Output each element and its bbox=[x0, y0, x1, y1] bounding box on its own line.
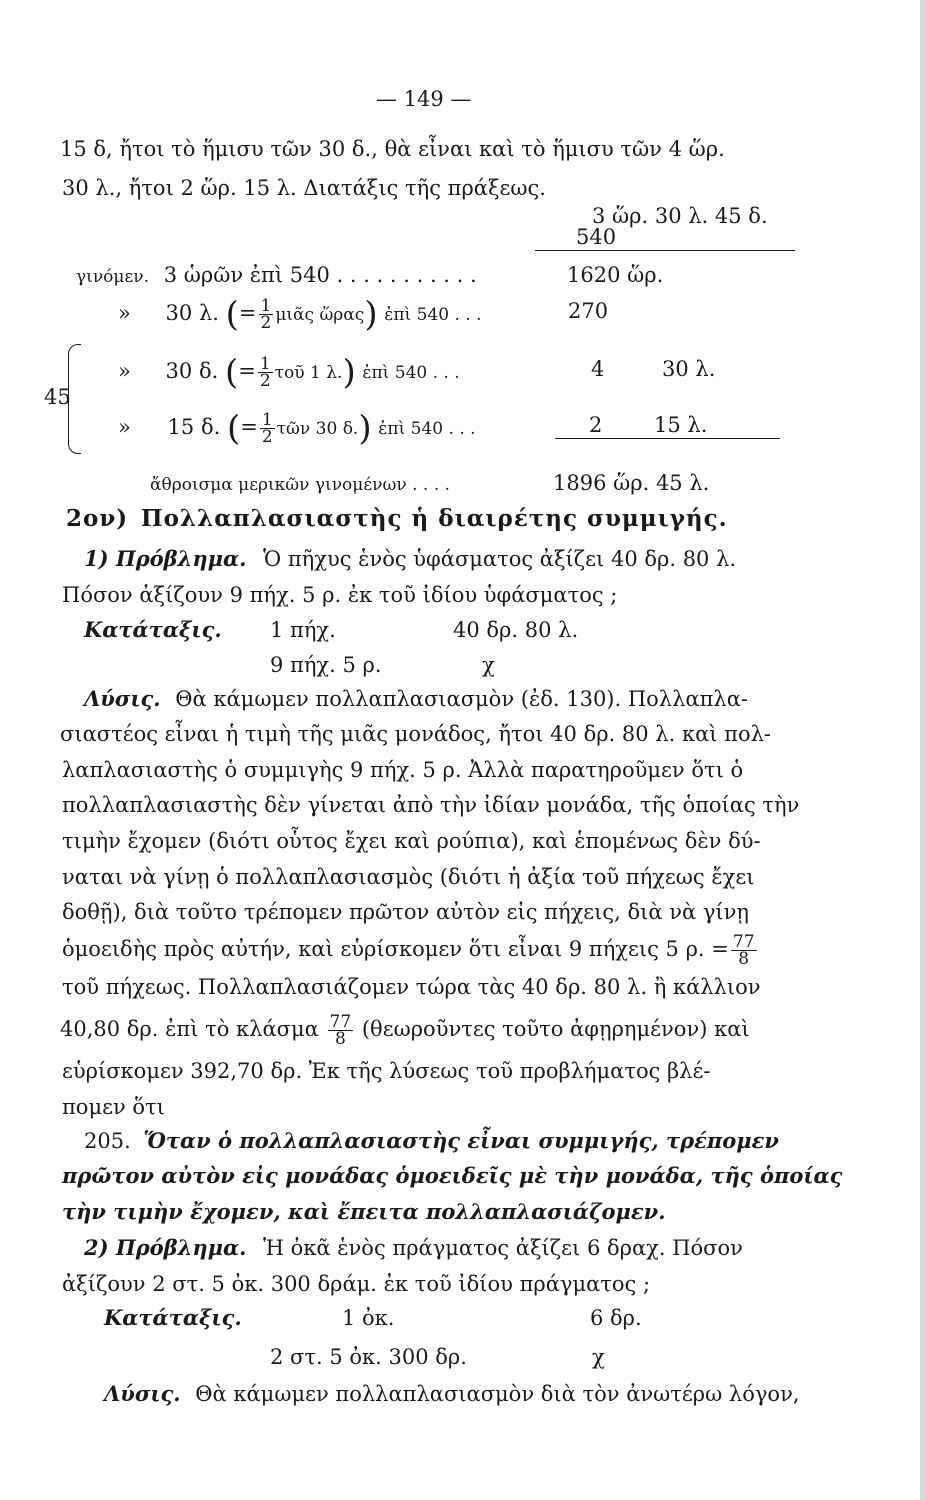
text-line: δοθῇ), διὰ τοῦτο τρέπομεν πρῶτον αὐτὸν εἰς πήχεις, διὰ νὰ γίνῃ bbox=[62, 900, 750, 924]
calc-row-result: 15 λ. bbox=[654, 413, 708, 437]
calc-row-term: 15 δ. bbox=[167, 415, 221, 439]
equals-sign: = bbox=[240, 415, 258, 439]
text-line: πομεν ὅτι bbox=[62, 1095, 165, 1119]
equals-sign: = bbox=[238, 359, 256, 383]
arrangement-value: 9 πήχ. 5 ρ. bbox=[270, 653, 382, 677]
problem-label: 2) Πρόβλημα. bbox=[84, 1235, 247, 1260]
text-line: τιμὴν ἔχομεν (διότι οὗτος ἔχει καὶ ρούπια), καὶ ἑπομένως δὲν δύ- bbox=[62, 829, 761, 853]
calc-rule bbox=[555, 438, 780, 439]
arrangement-value: 40 δρ. 80 λ. bbox=[453, 618, 579, 642]
calc-row-op: ἐπὶ 540 . . . bbox=[378, 419, 476, 439]
calc-row-result: 4 bbox=[591, 357, 605, 381]
text-line: Θὰ κάμωμεν πολλαπλασιασμὸν διὰ τὸν ἀνωτέρω λόγον, bbox=[195, 1382, 800, 1406]
ditto-mark: » bbox=[118, 415, 131, 439]
fraction: $\frac{1}{2}$ bbox=[259, 354, 271, 391]
section-title: Πολλαπλασιαστὴς ἡ διαιρέτης συμμιγής. bbox=[140, 505, 728, 532]
section-number: 2ον) bbox=[66, 505, 129, 532]
page-edge-shadow bbox=[920, 0, 926, 1500]
fraction: $\frac{1}{2}$ bbox=[260, 296, 272, 333]
text-line: τοῦ πήχεως. Πολλαπλασιάζομεν τώρα τὰς 40 δρ. 80 λ. ἢ κάλλιον bbox=[62, 975, 761, 999]
calc-row-result: 1620 ὥρ. bbox=[567, 263, 664, 287]
arrangement-value: χ bbox=[482, 653, 495, 677]
calc-row-result: 30 λ. bbox=[662, 357, 716, 381]
arrangement-value: 6 δρ. bbox=[590, 1306, 642, 1330]
arrangement-value: 1 ὀκ. bbox=[342, 1306, 395, 1330]
text-line: Ἡ ὀκᾶ ἑνὸς πράγματος ἀξίζει 6 δραχ. Πόσον bbox=[263, 1236, 743, 1260]
calc-row-desc: μιᾶς ὥρας bbox=[275, 305, 365, 325]
arrangement-label: Κατάταξις. bbox=[104, 1305, 242, 1330]
calc-row-label: γινόμεν. bbox=[76, 267, 149, 287]
paragraph-number: 205. bbox=[84, 1129, 131, 1153]
text-line: ὁμοειδὴς πρὸς αὐτήν, καὶ εὑρίσκομεν ὅτι εἶναι 9 πήχεις 5 ρ. = bbox=[62, 937, 729, 961]
section-heading bbox=[66, 506, 728, 532]
text-line: εὑρίσκομεν 392,70 δρ. Ἐκ τῆς λύσεως τοῦ προβλήματος βλέ- bbox=[62, 1059, 711, 1083]
text-line: Θὰ κάμωμεν πολλαπλασιασμὸν (ἐδ. 130). Πολλαπλα- bbox=[175, 687, 748, 711]
calc-row-desc: τοῦ 1 λ. bbox=[274, 363, 343, 383]
ditto-mark: » bbox=[118, 301, 131, 325]
calc-multiplier: 540 bbox=[576, 225, 617, 249]
calc-row-term: 30 δ. bbox=[165, 359, 219, 383]
arrangement-value: χ bbox=[592, 1345, 605, 1369]
text-line: Πόσον ἀξίζουν 9 πήχ. 5 ρ. ἐκ τοῦ ἰδίου ὑφάσματος ; bbox=[62, 583, 618, 607]
calc-rule bbox=[535, 250, 795, 251]
calc-sum-result: 1896 ὥρ. 45 λ. bbox=[553, 471, 710, 495]
text-line: Ὁ πῆχυς ἑνὸς ὑφάσματος ἀξίζει 40 δρ. 80 λ. bbox=[263, 547, 737, 571]
fraction: $\frac{1}{2}$ bbox=[261, 410, 273, 447]
text-line: (θεωροῦντες τοῦτο ἀφῃρημένον) καὶ bbox=[361, 1017, 750, 1041]
text-line: ναται νὰ γίνῃ ὁ πολλαπλασιασμὸς (διότι ἡ ἀξία τοῦ πήχεως ἔχει bbox=[62, 865, 755, 889]
text-line: 15 δ, ἤτοι τὸ ἥμισυ τῶν 30 δ., θὰ εἶναι καὶ τὸ ἥμισυ τῶν 4 ὥρ. bbox=[60, 137, 725, 161]
calc-row-result: 270 bbox=[568, 299, 609, 323]
rule-text: πρῶτον αὐτὸν εἰς μονάδας ὁμοειδεῖς μὲ τὴν μονάδα, τῆς ὁποίας bbox=[62, 1163, 843, 1188]
fraction: $\frac{77}{8}$ bbox=[732, 932, 755, 969]
arrangement-value: 1 πήχ. bbox=[270, 618, 336, 642]
solution-label: Λύσις. bbox=[84, 686, 161, 711]
text-line: 30 λ., ἤτοι 2 ὥρ. 15 λ. Διατάξις τῆς πράξεως. bbox=[62, 176, 546, 200]
fraction: $\frac{77}{8}$ bbox=[329, 1012, 352, 1049]
problem-label: 1) Πρόβλημα. bbox=[84, 546, 247, 571]
text-line: ἀξίζουν 2 στ. 5 ὀκ. 300 δράμ. ἐκ τοῦ ἰδίου πράγματος ; bbox=[62, 1272, 651, 1296]
equals-sign: = bbox=[238, 301, 257, 325]
text-line: πολλαπλασιαστὴς δὲν γίνεται ἀπὸ τὴν ἰδίαν μονάδα, τῆς ὁποίας τὴν bbox=[62, 793, 800, 817]
brace-label: 45 bbox=[44, 385, 71, 409]
calc-row-desc: τῶν 30 δ. bbox=[276, 419, 359, 439]
calc-row-op: ἐπὶ 540 . . . bbox=[362, 363, 460, 383]
text-line: 40,80 δρ. ἐπὶ τὸ κλάσμα bbox=[60, 1017, 319, 1041]
calc-row-result: 2 bbox=[589, 413, 603, 437]
page-number: — 149 — bbox=[376, 87, 472, 111]
calc-sum-label: ἄθροισμα μερικῶν γινομένων . . . . bbox=[150, 475, 450, 495]
calc-row-text: 3 ὡρῶν ἐπὶ 540 . . . . . . . . . . . bbox=[163, 263, 477, 287]
calc-row-term: 30 λ. bbox=[165, 301, 219, 325]
book-page: — 149 — 15 δ, ἤτοι τὸ ἥμισυ τῶν 30 δ., θὰ εἶναι καὶ τὸ ἥμισυ τῶν 4 ὥρ. 30 λ., ἤτοι 2 ὥρ. 15 λ. Διατάξις τῆς πράξεως. 3 ὥρ. 30 λ. 45 δ. 540 γινόμεν. 3 ὡρῶν ἐπὶ 540 . . . . . . . . . . . 1620 ὥρ. » 30 λ. (= $\frac{1}{2}$ μιᾶς ὥρας) ἐπὶ 540 . . . 270 45 » 30 δ. (= $\frac{1}{2}$ τοῦ 1 λ.) ἐπὶ 540 . . . 4 30 λ. » 15 δ. (= $\frac{1}{2}$ τῶν 30 δ.) ἐπὶ 540 . . . 2 15 λ. ἄθροισμα μερικῶν γινομένων . . . . 1896 ὥρ. 45 λ. 2ον) Πολλαπλασιαστὴς ἡ διαιρέτης συμμιγής. 1) Πρόβλημα. Ὁ πῆχυς ἑνὸς ὑφάσματος ἀξίζει 40 δρ. 80 λ. Πόσον ἀξίζουν 9 πήχ. 5 ρ. ἐκ τοῦ ἰδίου ὑφάσματος ; Κατάταξις. 1 πήχ. 40 δρ. 80 λ. 9 πήχ. 5 ρ. χ Λύσις. Θὰ κάμωμεν πολλαπλασιασμὸν (ἐδ. 130). Πολλαπλα- σιαστέος εἶναι ἡ τιμὴ τῆς μιᾶς μονάδος, ἤτοι 40 δρ. 80 λ. καὶ πολ- λαπλασιαστὴς ὁ συμμιγὴς 9 πήχ. 5 ρ. Ἀλλὰ παρατηροῦμεν ὅτι ὁ πολλαπλασιαστὴς δὲν γίνεται ἀπὸ τὴν ἰδίαν μονάδα, τῆς ὁποίας τὴν τιμὴν ἔχομεν (διότι οὗτος ἔχει καὶ ρούπια), καὶ ἑπομένως δὲν δύ- ναται νὰ γίνῃ ὁ πολλαπλασιασμὸς (διότι ἡ ἀξία τοῦ πήχεως ἔχει δοθῇ), διὰ τοῦτο τρέπομεν πρῶτον αὐτὸν εἰς πήχεις, διὰ νὰ γίνῃ ὁμοειδὴς πρὸς αὐτήν, καὶ εὑρίσκομεν ὅτι εἶναι 9 πήχεις 5 ρ. = $\frac{77}{8}$ τοῦ πήχεως. Πολλαπλασιάζομεν τώρα τὰς 40 δρ. 80 λ. ἢ κάλλιον 40,80 δρ. ἐπὶ τὸ κλάσμα $\frac{77}{8}$ (θεωροῦντες τοῦτο ἀφῃρημένον) καὶ εὑρίσκομεν 392,70 δρ. Ἐκ τῆς λύσεως τοῦ προβλήματος βλέ- πομεν ὅτι 205. Ὅταν ὁ πολλαπλασιαστὴς εἶναι συμμιγής, τρέπομεν πρῶτον αὐτὸν εἰς μονάδας ὁμοειδεῖς μὲ τὴν μονάδα, τῆς ὁποίας τὴν τιμὴν ἔχομεν, καὶ ἔπειτα πολλαπλασιάζομεν. 2) Πρόβλημα. Ἡ ὀκᾶ ἑνὸς πράγματος ἀξίζει 6 δραχ. Πόσον ἀξίζουν 2 στ. 5 ὀκ. 300 δράμ. ἐκ τοῦ ἰδίου πράγματος ; Κατάταξις. 1 ὀκ. 6 δρ. 2 στ. 5 ὀκ. 300 δρ. χ Λύσις. Θὰ κάμωμεν πολλαπλασιασμὸν διὰ τὸν ἀνωτέρω λόγον, bbox=[0, 0, 926, 1500]
calc-top-value: 3 ὥρ. 30 λ. 45 δ. bbox=[592, 204, 768, 228]
calc-row-op: ἐπὶ 540 . . . bbox=[384, 305, 482, 325]
arrangement-value: 2 στ. 5 ὀκ. 300 δρ. bbox=[270, 1345, 467, 1369]
rule-text: Ὅταν ὁ πολλαπλασιαστὴς εἶναι συμμιγής, τρέπομεν bbox=[143, 1128, 779, 1153]
solution-label: Λύσις. bbox=[104, 1381, 181, 1406]
text-line: λαπλασιαστὴς ὁ συμμιγὴς 9 πήχ. 5 ρ. Ἀλλὰ παρατηροῦμεν ὅτι ὁ bbox=[62, 758, 744, 782]
rule-text: τὴν τιμὴν ἔχομεν, καὶ ἔπειτα πολλαπλασιάζομεν. bbox=[62, 1199, 666, 1224]
arrangement-label: Κατάταξις. bbox=[84, 617, 222, 642]
ditto-mark: » bbox=[118, 359, 131, 383]
text-line: σιαστέος εἶναι ἡ τιμὴ τῆς μιᾶς μονάδος, ἤτοι 40 δρ. 80 λ. καὶ πολ- bbox=[60, 722, 772, 746]
